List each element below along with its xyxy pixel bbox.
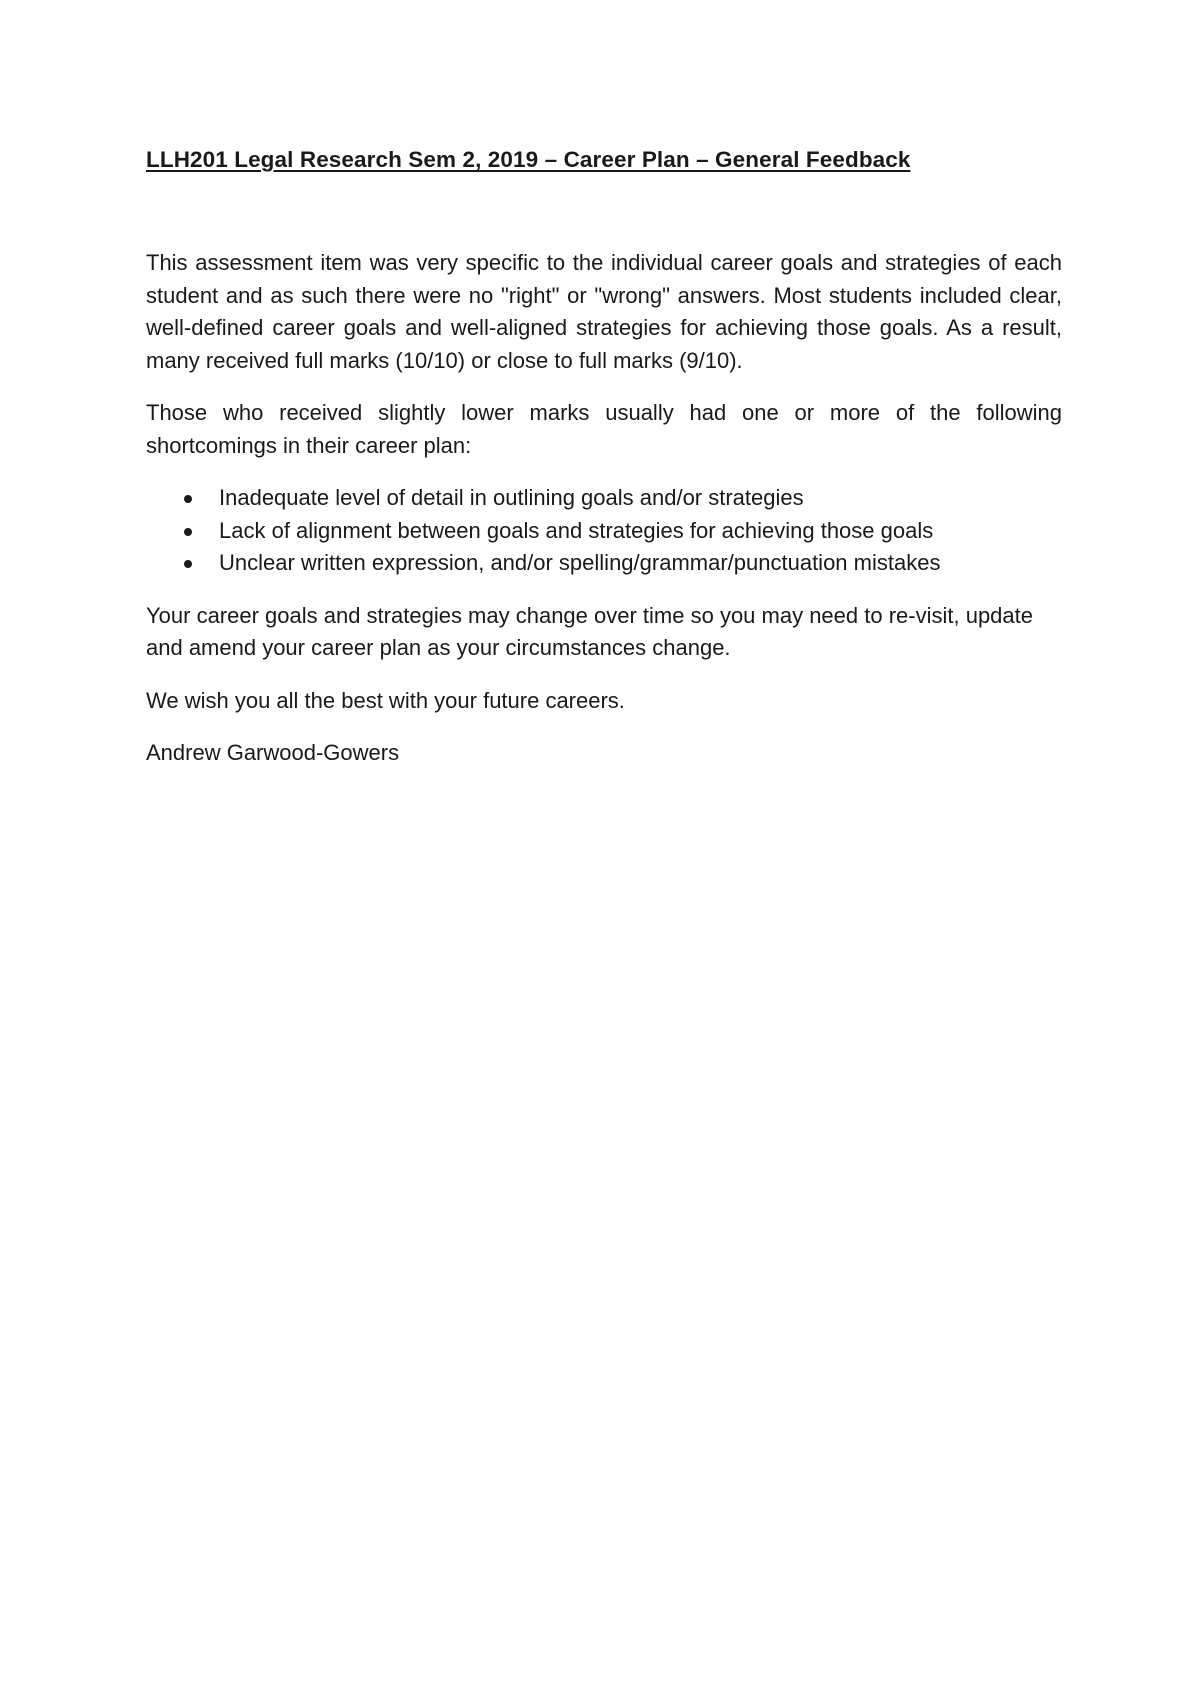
shortcomings-paragraph: Those who received slightly lower marks usually had one or more of the following shortcomings in their career plan:	[146, 400, 1062, 458]
list-item	[146, 515, 1062, 548]
document-body	[146, 143, 1062, 770]
list-item-text: Unclear written expression, and/or spelling/grammar/punctuation mistakes	[219, 550, 941, 575]
bullet-icon	[184, 560, 192, 568]
intro-paragraph: This assessment item was very specific to the individual career goals and strategies of each student and as such there were no "right" or "wrong" answers. Most students included clear, well-defined career goals and well-aligned strategies for achieving those goals. As a result, many received full marks (10/10) or close to full marks (9/10).	[146, 250, 1062, 373]
list-item	[146, 547, 1062, 580]
best-wishes-paragraph: We wish you all the best with your future careers.	[146, 687, 625, 713]
list-item-text: Lack of alignment between goals and strategies for achieving those goals	[219, 517, 934, 543]
list-item-text: Inadequate level of detail in outlining goals and/or strategies	[219, 485, 804, 510]
signature: Andrew Garwood-Gowers	[146, 740, 400, 765]
bullet-icon	[184, 528, 192, 536]
career-change-paragraph: Your career goals and strategies may change over time so you may need to re-visit, update and amend your career plan as your circumstances change.	[146, 602, 1034, 660]
shortcomings-list	[146, 482, 1062, 580]
list-item	[146, 482, 1062, 515]
document-title: LLH201 Legal Research Sem 2, 2019 – Career Plan – General Feedback	[146, 147, 911, 172]
bullet-icon	[184, 495, 192, 503]
